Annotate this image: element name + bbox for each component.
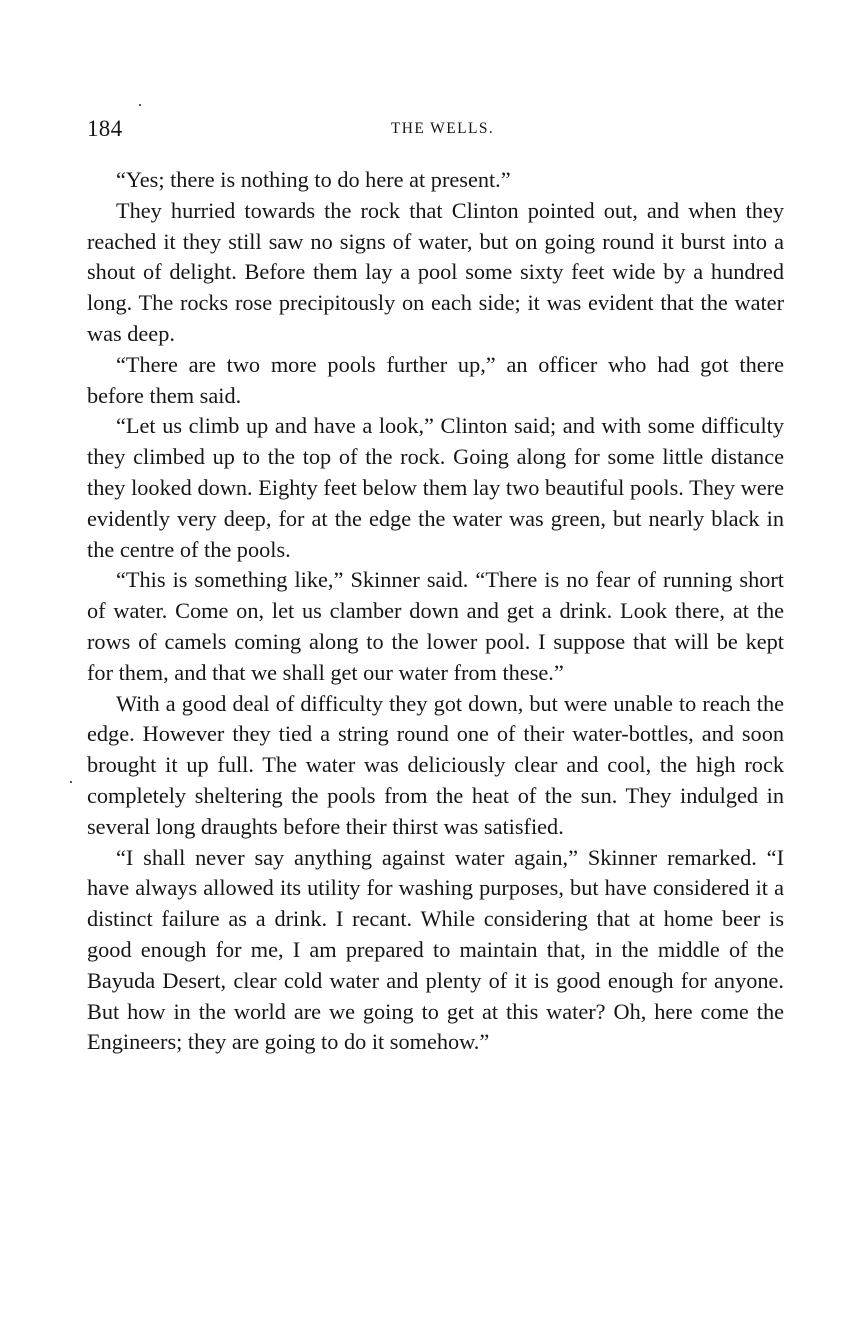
paragraph: “I shall never say anything against water again,” Skinner remarked. “I have always allowed its utility for washing purposes, but have considered it a distinct failure as a drink. I recant. While considering that at home beer is good enough for me, I am prepared to maintain that, in the middle of the Bayuda Desert, clear cold water and plenty of it is good enough for anyone. But how in the world are we going to get at this water? Oh, here come the Engineers; they are going to do it somehow.” <box>87 844 784 1055</box>
page-body <box>87 165 784 1058</box>
paragraph: “This is something like,” Skinner said. “There is no fear of running short of water. Come on, let us clamber down and get a drink. Look there, at the rows of camels coming along to the lower pool. I suppose that will be kept for them, and that we shall get our water from these.” <box>87 567 784 685</box>
paragraph: “Yes; there is nothing to do here at present.” <box>116 167 511 192</box>
paragraph: “There are two more pools further up,” an officer who had got there before them said. <box>87 351 784 408</box>
print-speck <box>139 104 141 106</box>
page-header <box>87 114 784 144</box>
print-speck <box>70 781 72 783</box>
page-number: 184 <box>87 116 123 141</box>
paragraph: They hurried towards the rock that Clinton pointed out, and when they reached it they still saw no signs of water, but on going round it burst into a shout of delight. Before them lay a pool some sixty feet wide by a hundred long. The rocks rose precipitously on each side; it was evident that the water was deep. <box>87 197 784 346</box>
paragraph: With a good deal of difficulty they got down, but were unable to reach the edge. However they tied a string round one of their water-bottles, and soon brought it up full. The water was deliciously clear and cool, the high rock completely sheltering the pools from the heat of the sun. They indulged in several long draughts before their thirst was satisfied. <box>87 690 784 839</box>
running-title: THE WELLS. <box>390 120 495 137</box>
paragraph: “Let us climb up and have a look,” Clinton said; and with some difficulty they climbed up to the top of the rock. Going along for some little distance they looked down. Eighty feet below them lay two beautiful pools. They were evidently very deep, for at the edge the water was green, but nearly black in the centre of the pools. <box>87 413 784 562</box>
